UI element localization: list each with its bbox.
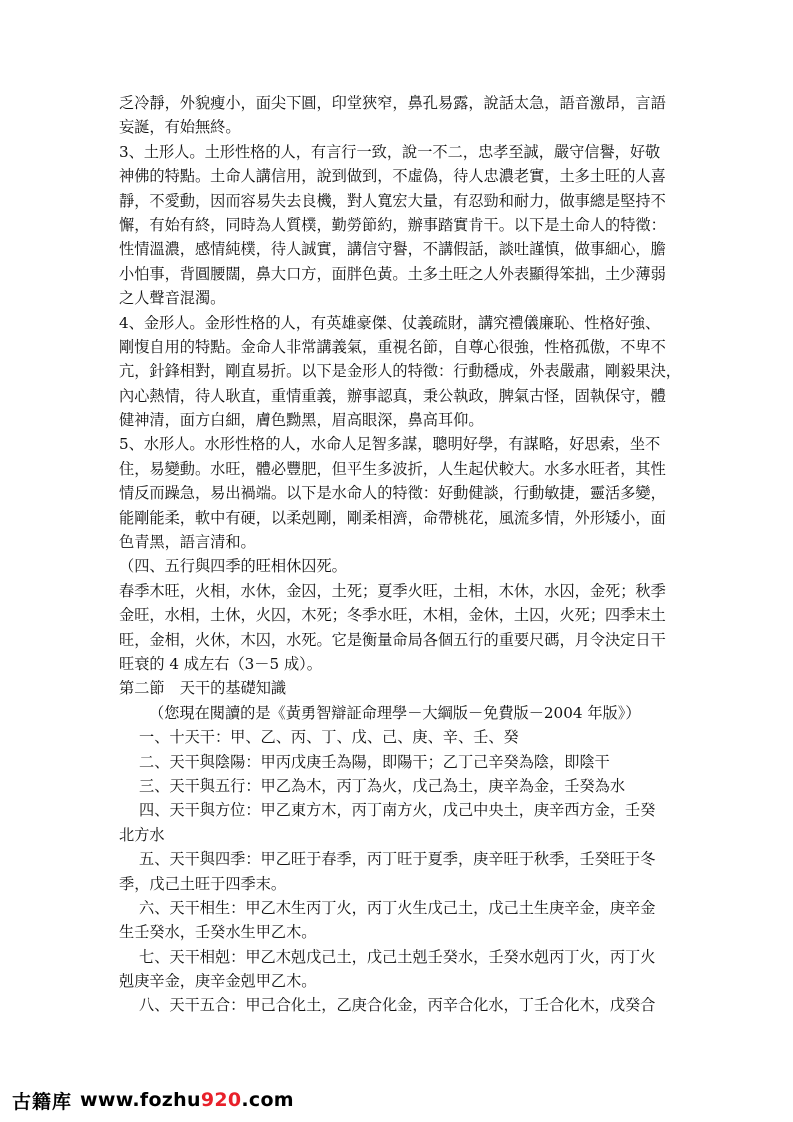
footer-url-suffix: .com [241, 1089, 294, 1111]
list-item-continuation: 剋庚辛金，庚辛金剋甲乙木。 [119, 972, 317, 991]
text-line: 性情溫濃，感情純樸，待人誠實，講信守譽，不講假話，談吐謹慎，做事細心，膽 [119, 240, 666, 259]
footer-url-prefix: www.fozhu [80, 1089, 201, 1111]
list-item: 三、天干與五行：甲乙為木，丙丁為火，戊己為土，庚辛為金，壬癸為水 [139, 776, 625, 795]
text-line: 旺衰的 4 成左右（3－5 成）。 [119, 654, 322, 673]
text-line: 能剛能柔，軟中有硬，以柔剋剛，剛柔相濟，命帶桃花，風流多情，外形矮小，面 [119, 508, 666, 527]
text-line: 情反而躁急，易出禍端。以下是水命人的特徵：好動健談，行動敏捷，靈活多變， [119, 484, 666, 503]
text-line: 之人聲音混濁。 [119, 289, 226, 308]
list-item: 四、天干與方位：甲乙東方木，丙丁南方火，戊己中央土，庚辛西方金，壬癸 [139, 801, 656, 820]
footer-url [80, 1089, 294, 1111]
text-line: 5、水形人。水形性格的人，水命人足智多謀，聰明好學，有謀略，好思索，坐不 [119, 435, 661, 454]
section-heading: （四、五行與四季的旺相休囚死。 [119, 557, 347, 576]
footer-url-number: 920 [200, 1089, 242, 1111]
list-item: 七、天干相剋：甲乙木剋戊己土，戊己土剋壬癸水，壬癸水剋丙丁火，丙丁火 [139, 947, 656, 966]
text-line: 亢，針鋒相對，剛直易折。以下是金形人的特徵：行動穩成，外表嚴肅，剛毅果決， [119, 362, 681, 381]
text-line: 懈，有始有終，同時為人質樸，勤勞節約，辦事踏實肯干。以下是土命人的特徵： [119, 215, 666, 234]
footer-watermark [12, 1085, 294, 1115]
list-item-continuation: 北方水 [119, 825, 165, 844]
list-item: 八、天干五合：甲己合化土，乙庚合化金，丙辛合化水，丁壬合化木，戊癸合 [139, 996, 656, 1015]
section-title: 第二節 天干的基礎知識 [119, 679, 287, 698]
list-item: 一、十天干：甲、乙、丙、丁、戊、己、庚、辛、壬、癸 [139, 728, 519, 747]
text-line: 神佛的特點。土命人講信用，說到做到，不虛偽，待人忠濃老實，土多土旺的人喜 [119, 167, 666, 186]
list-item: 五、天干與四季：甲乙旺于春季，丙丁旺于夏季，庚辛旺于秋季，壬癸旺于冬 [139, 850, 656, 869]
text-line: 靜，不愛動，因而容易失去良機，對人寬宏大量，有忍勁和耐力，做事總是堅持不 [119, 191, 666, 210]
text-line: 小怕事，背圓腰闊，鼻大口方，面胖色黃。土多土旺之人外表顯得笨拙，土少薄弱 [119, 264, 666, 283]
footer-brand: 古籍库 [12, 1090, 73, 1113]
text-line: 內心熱情，待人耿直，重情重義，辦事認真，秉公執政，脾氣古怪，固執保守，體 [119, 386, 666, 405]
text-line: 旺，金相，火休，木囚，水死。它是衡量命局各個五行的重要尺碼，月令決定日干 [119, 630, 666, 649]
list-item-continuation: 生壬癸水，壬癸水生甲乙木。 [119, 923, 317, 942]
text-line: 妄誕，有始無終。 [119, 118, 241, 137]
list-item: 二、天干與陰陽：甲丙戊庚壬為陽，即陽干；乙丁己辛癸為陰，即陰干 [139, 752, 610, 771]
text-line: 金旺，水相，土休，火囚，木死；冬季水旺，木相，金休，土囚，火死；四季末土 [119, 606, 666, 625]
list-item: 六、天干相生：甲乙木生丙丁火，丙丁火生戊己土，戊己土生庚辛金，庚辛金 [139, 898, 656, 917]
text-line: 4、金形人。金形性格的人，有英雄豪傑、仗義疏財，講究禮儀廉恥、性格好強、 [119, 313, 661, 332]
document-page [119, 91, 681, 1018]
text-line: 色青黑，語言清和。 [119, 533, 256, 552]
reading-notice: （您現在閱讀的是《黃勇智辯証命理學－大綱版－免費版－2004 年版》） [149, 703, 641, 722]
list-item-continuation: 季，戊己土旺于四季末。 [119, 874, 287, 893]
text-line: 住，易變動。水旺，體必豐肥，但平生多波折，人生起伏較大。水多水旺者，其性 [119, 459, 666, 478]
text-line: 剛愎自用的特點。金命人非常講義氣，重視名節，自尊心很強，性格孤傲，不卑不 [119, 337, 666, 356]
text-line: 春季木旺，火相，水休，金囚，土死；夏季火旺，土相，木休，水囚，金死；秋季 [119, 581, 666, 600]
text-line: 健神清，面方白細，膚色黝黑，眉高眼深，鼻高耳仰。 [119, 411, 484, 430]
text-line: 乏冷靜，外貌瘦小，面尖下圓，印堂狹窄，鼻孔易露，說話太急，語音激昂，言語 [119, 94, 666, 112]
text-line: 3、土形人。土形性格的人，有言行一致，說一不二，忠孝至誠，嚴守信譽，好敬 [119, 142, 661, 161]
